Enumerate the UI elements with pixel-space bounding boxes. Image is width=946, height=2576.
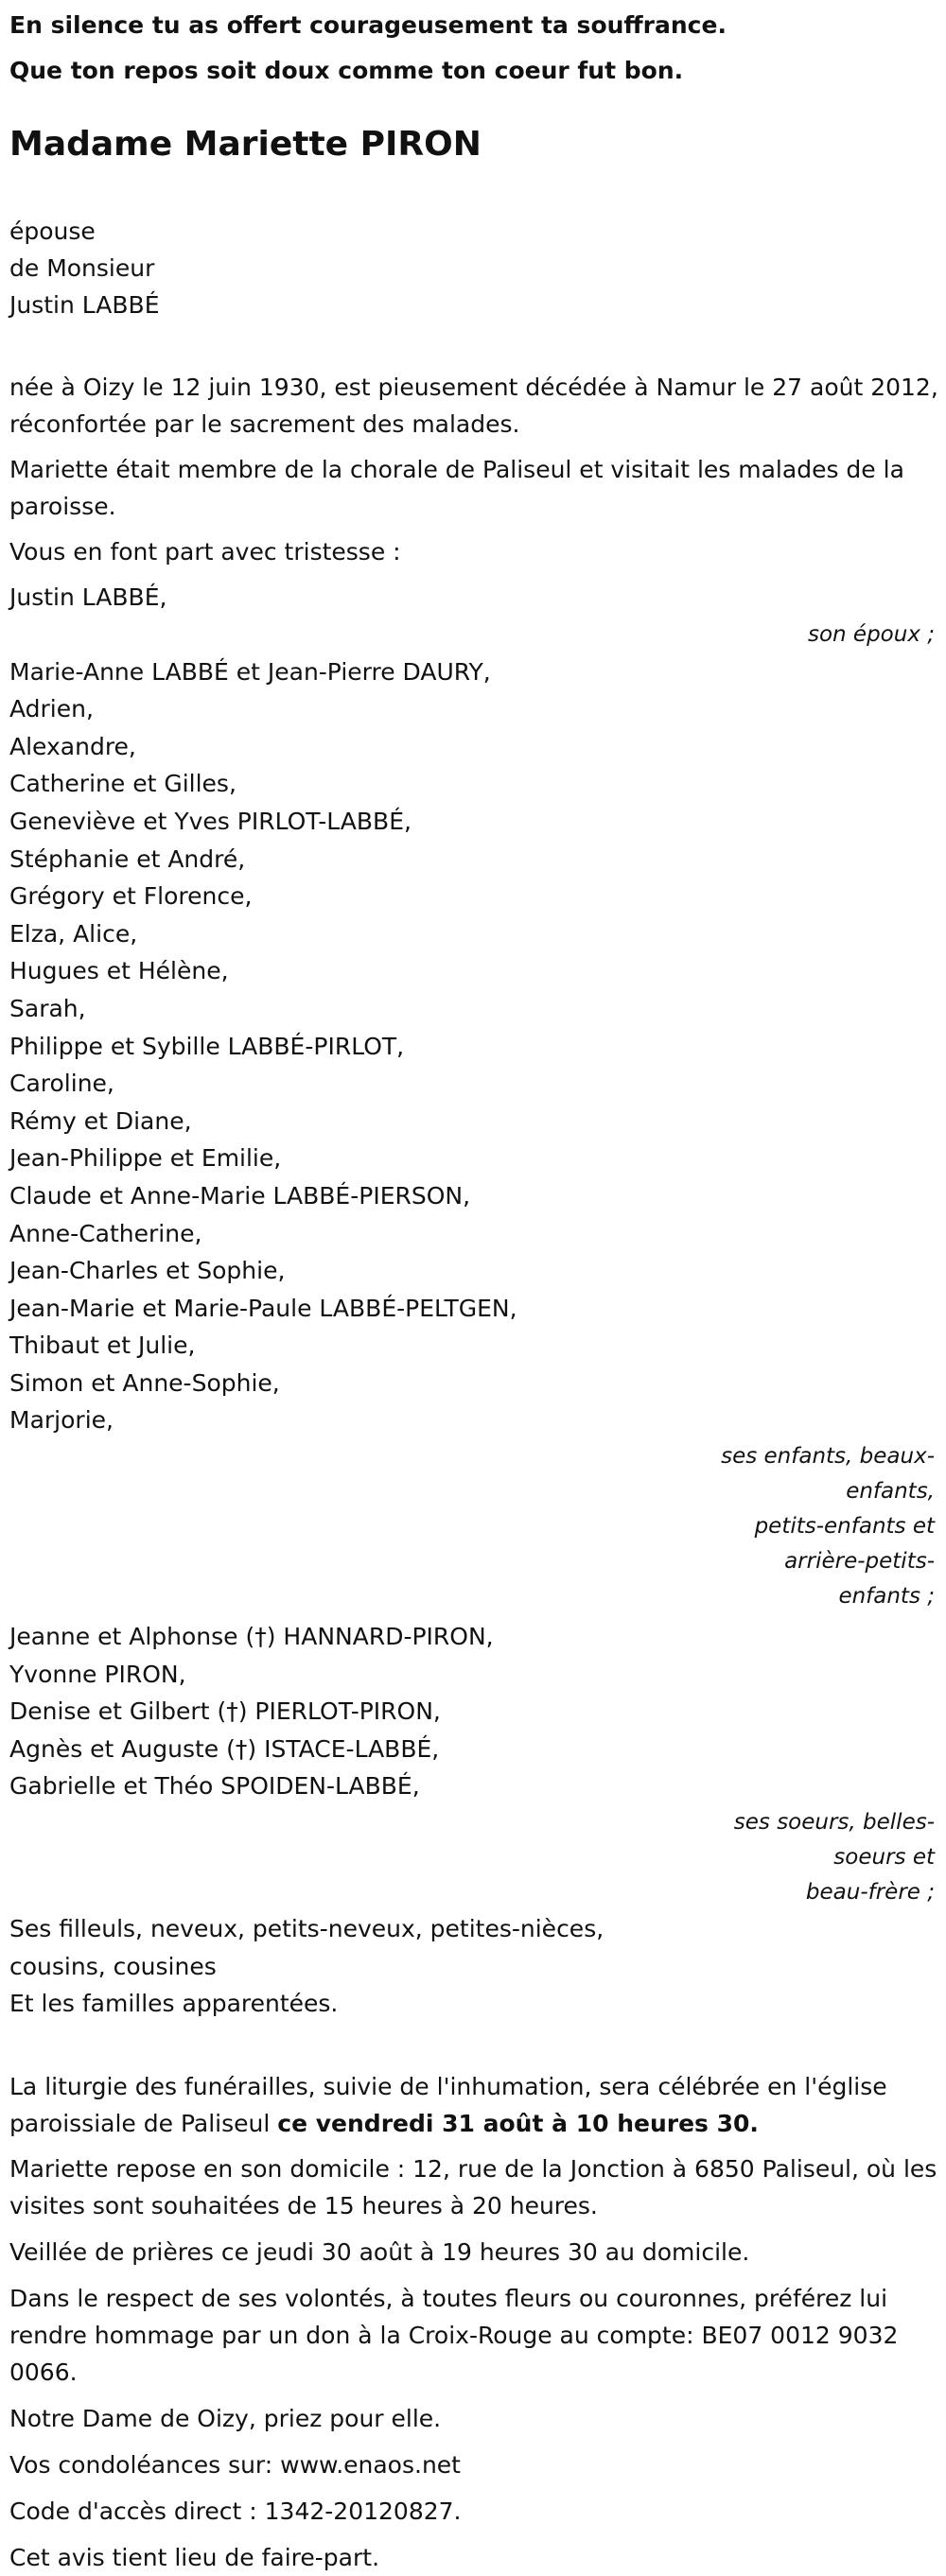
list-item: Ses filleuls, neveux, petits-neveux, petites-nièces,	[9, 1915, 604, 1943]
list-item: Rémy et Diane,	[9, 1106, 192, 1135]
list-item: cousins, cousines	[9, 1952, 217, 1980]
funeral-text: La liturgie des funérailles, suivie de l'inhumation, sera célébrée en l'église paroissiale de Paliseul	[9, 2072, 887, 2137]
siblings-relation	[9, 1805, 935, 1910]
list-item: Sarah,	[9, 994, 86, 1022]
list-item: Elza, Alice,	[9, 919, 138, 948]
list-item: Grégory et Florence,	[9, 882, 253, 911]
children-relation-line-1: ses enfants, beaux-	[721, 1444, 935, 1470]
verse-line-2: Que ton repos soit doux comme ton coeur fut bon.	[9, 57, 684, 84]
husband-name: Justin LABBÉ,	[9, 583, 167, 611]
children-relation	[9, 1439, 935, 1614]
list-item: Philippe et Sybille LABBÉ-PIRLOT,	[9, 1032, 405, 1060]
siblings-relation-line-3: beau-frère ;	[805, 1880, 935, 1906]
list-item: Jeanne et Alphonse (†) HANNARD-PIRON,	[9, 1623, 494, 1651]
siblings-relation-line-1: ses soeurs, belles-	[733, 1810, 935, 1836]
list-item: Gabrielle et Théo SPOIDEN-LABBÉ,	[9, 1772, 420, 1801]
list-item: Agnès et Auguste (†) ISTACE-LABBÉ,	[9, 1734, 440, 1763]
list-item: Claude et Anne-Marie LABBÉ-PIERSON,	[9, 1181, 471, 1210]
list-item: Simon et Anne-Sophie,	[9, 1368, 280, 1397]
prayer-paragraph: Notre Dame de Oizy, priez pour elle.	[9, 2404, 442, 2432]
list-item: Geneviève et Yves PIRLOT-LABBÉ,	[9, 807, 412, 835]
verse-block	[9, 0, 946, 94]
funeral-paragraph	[9, 2068, 941, 2142]
list-item: Adrien,	[9, 695, 94, 723]
spouse-block	[9, 213, 946, 323]
husband-relation: son époux ;	[807, 621, 935, 647]
spouse-line-3: Justin LABBÉ	[9, 291, 160, 319]
list-item: Hugues et Hélène,	[9, 957, 229, 985]
list-item: Et les familles apparentées.	[9, 1990, 339, 2018]
list-item: Anne-Catherine,	[9, 1219, 202, 1247]
children-list	[9, 653, 946, 1439]
list-item: Jean-Charles et Sophie,	[9, 1257, 286, 1285]
flowers-paragraph: Dans le respect de ses volontés, à toutes fleurs ou couronnes, préférez lui rendre hommage par un don à la Croix-Rouge au compte: BE07 0012 9032 0066.	[9, 2284, 899, 2386]
list-item: Stéphanie et André,	[9, 844, 246, 873]
children-relation-line-4: arrière-petits-	[784, 1549, 935, 1575]
verse-line-1: En silence tu as offert courageusement ta souffrance.	[9, 11, 727, 39]
list-item: Caroline,	[9, 1070, 114, 1098]
bio-paragraph: Mariette était membre de la chorale de Paliseul et visitait les malades de la paroisse.	[9, 456, 904, 520]
list-item: Thibaut et Julie,	[9, 1332, 196, 1360]
spouse-line-2: de Monsieur	[9, 254, 155, 282]
children-relation-line-2: enfants,	[846, 1479, 935, 1505]
rest-paragraph: Mariette repose en son domicile : 12, rue de la Jonction à 6850 Paliseul, où les visites sont souhaitées de 15 heures à 20 heures.	[9, 2154, 937, 2219]
list-item: Marie-Anne LABBÉ et Jean-Pierre DAURY,	[9, 657, 491, 686]
spouse-line-1: épouse	[9, 218, 96, 245]
list-item: Catherine et Gilles,	[9, 770, 236, 798]
funeral-date: ce vendredi 31 août à 10 heures 30.	[277, 2109, 759, 2137]
announce-paragraph: Vous en font part avec tristesse :	[9, 538, 401, 566]
list-item: Denise et Gilbert (†) PIERLOT-PIRON,	[9, 1697, 441, 1726]
access-code-paragraph: Code d'accès direct : 1342-20120827.	[9, 2497, 462, 2525]
vigil-paragraph: Veillée de prières ce jeudi 30 août à 19 heures 30 au domicile.	[9, 2237, 750, 2266]
closing-paragraph: Cet avis tient lieu de faire-part.	[9, 2543, 380, 2571]
list-item: Yvonne PIRON,	[9, 1660, 186, 1688]
siblings-list	[9, 1618, 946, 1805]
list-item: Jean-Marie et Marie-Paule LABBÉ-PELTGEN,	[9, 1294, 517, 1322]
children-relation-line-3: petits-enfants et	[754, 1514, 935, 1540]
condolences-paragraph: Vos condoléances sur: www.enaos.net	[9, 2450, 461, 2479]
birth-death-paragraph: née à Oizy le 12 juin 1930, est pieusement décédée à Namur le 27 août 2012, réconfortée par le sacrement des malades.	[9, 374, 938, 438]
list-item: Alexandre,	[9, 732, 136, 760]
siblings-relation-line-2: soeurs et	[833, 1845, 935, 1871]
list-item: Jean-Philippe et Emilie,	[9, 1144, 282, 1173]
deceased-name: Madame Mariette PIRON	[9, 125, 482, 164]
extended-family	[9, 1910, 946, 2023]
list-item: Marjorie,	[9, 1406, 114, 1435]
children-relation-line-5: enfants ;	[838, 1584, 935, 1610]
